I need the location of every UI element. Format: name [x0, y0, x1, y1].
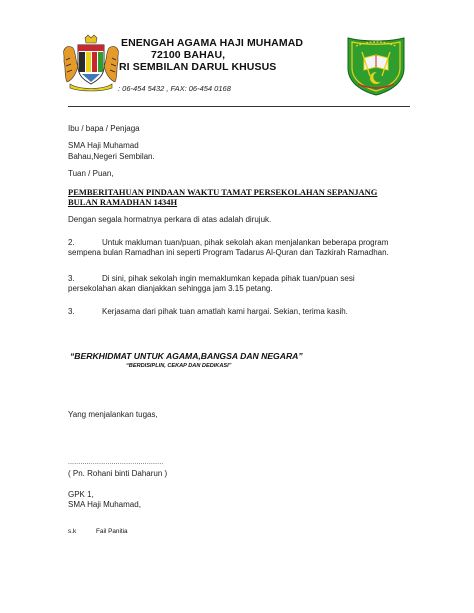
state-coat-of-arms-icon — [58, 34, 124, 92]
letterhead-line-1: ENENGAH AGAMA HAJI MUHAMAD — [121, 37, 304, 49]
paragraph-number: 3. — [68, 274, 75, 283]
recipient-line-2: SMA Haji Muhamad — [68, 141, 139, 150]
paragraph-number: 3. — [68, 307, 75, 316]
paragraph-line: Untuk makluman tuan/puan, pihak sekolah akan menjalankan beberapa program — [102, 238, 389, 247]
letterhead-line-3: RI SEMBILAN DARUL KHUSUS — [119, 61, 277, 73]
subject-line-2: BULAN RAMADHAN 1434H — [68, 197, 178, 207]
paragraph-line: sempena bulan Ramadhan ini seperti Program Tadarus Al-Quran dan Tazkirah Ramadhan. — [68, 248, 389, 257]
paragraph-line: Di sini, pihak sekolah ingin memaklumkan kepada pihak tuan/puan sesi — [102, 274, 355, 283]
paragraph-line: persekolahan akan dianjakkan sehingga jam 3.15 petang. — [68, 284, 273, 293]
subject-line-1: PEMBERITAHUAN PINDAAN WAKTU TAMAT PERSEKOLAHAN SEPANJANG — [68, 187, 378, 197]
letterhead-line-2: 72100 BAHAU, — [151, 49, 226, 61]
signatory-title: GPK 1, — [68, 490, 94, 499]
school-motto: “BERKHIDMAT UNTUK AGAMA,BANGSA DAN NEGARA” — [70, 351, 303, 361]
paragraph-number: 2. — [68, 238, 75, 247]
school-motto-sub: “BERDISIPLIN, CEKAP DAN DEDIKASI” — [126, 363, 232, 369]
intro-paragraph: Dengan segala hormatnya perkara di atas adalah dirujuk. — [68, 215, 272, 224]
cc-label: s.k — [68, 528, 77, 535]
closing: Yang menjalankan tugas, — [68, 410, 158, 419]
letterhead-divider — [68, 106, 410, 107]
letterhead-contact: : 06-454 5432 , FAX: 06-454 0168 — [118, 84, 231, 93]
signatory-school: SMA Haji Muhamad, — [68, 500, 141, 509]
school-crest-icon — [344, 32, 408, 96]
salutation: Tuan / Puan, — [68, 169, 114, 178]
recipient-line-1: Ibu / bapa / Penjaga — [68, 124, 140, 133]
signatory-name: ( Pn. Rohani binti Daharun ) — [68, 469, 168, 478]
cc-value: Fail Panitia — [96, 528, 128, 535]
paragraph-line: Kerjasama dari pihak tuan amatlah kami hargai. Sekian, terima kasih. — [102, 307, 348, 316]
signature-line: .............................................. — [68, 459, 164, 466]
recipient-line-3: Bahau,Negeri Sembilan. — [68, 152, 155, 161]
